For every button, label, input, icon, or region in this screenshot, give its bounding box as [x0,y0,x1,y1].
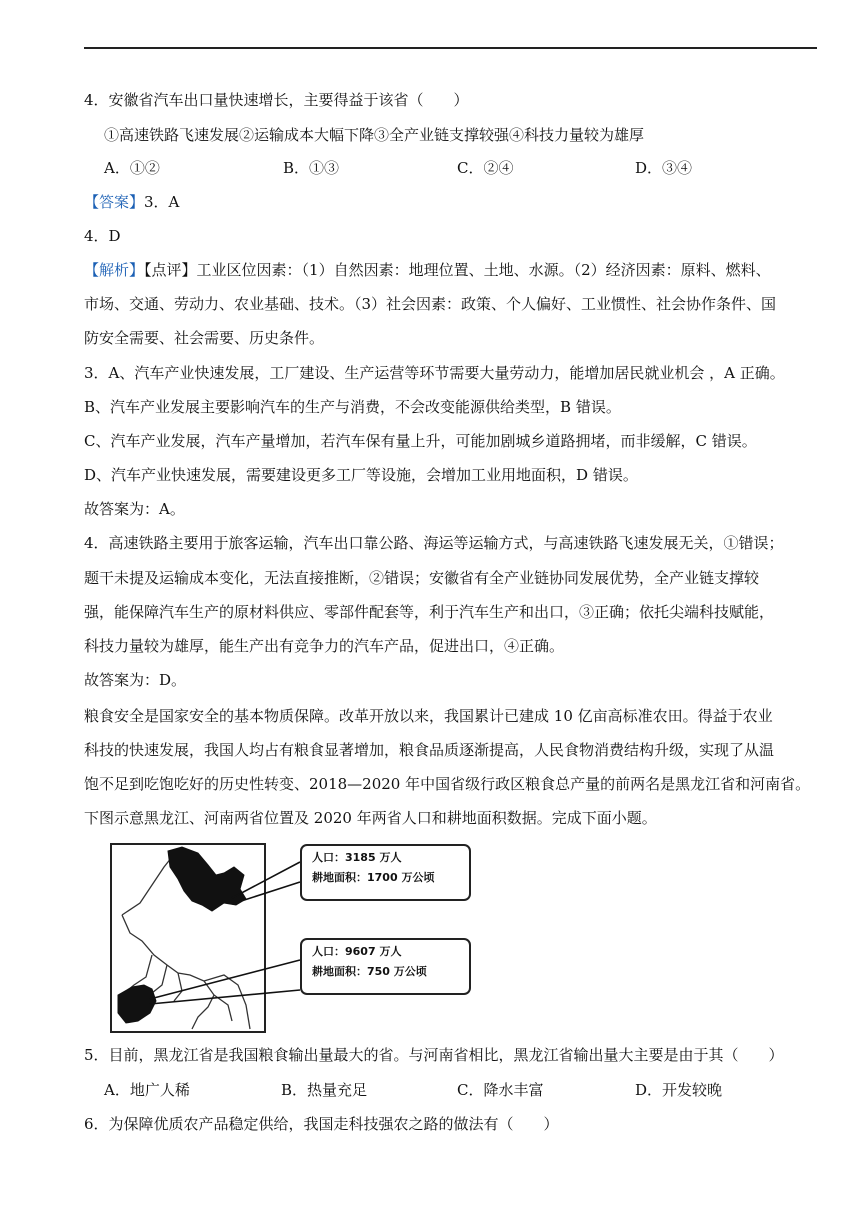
analysis-text: 防安全需要、社会需要、历史条件。 [84,329,325,347]
q4-stem: 4．安徽省汽车出口量快速增长，主要得益于该省（ ） [84,91,469,109]
answer-3: 3．A [144,193,180,211]
heilongjiang-population: 人口：3185 万人 [312,851,402,864]
q5-option-d: D．开发较晚 [635,1081,723,1099]
passage-text: 科技的快速发展，我国人均占有粮食显著增加，粮食品质逐渐提高，人民食物消费结构升级，实现了从温 [84,741,775,759]
analysis-text: 故答案为：D。 [84,671,187,689]
q4-option-c: C．②④ [457,159,514,177]
q5-stem: 5．目前，黑龙江省是我国粮食输出量最大的省。与河南省相比，黑龙江省输出量大主要是由于其（ ） [84,1046,784,1064]
passage-text: 下图示意黑龙江、河南两省位置及 2020 年两省人口和耕地面积数据。完成下面小题。 [84,809,657,827]
heilongjiang-leader [232,862,300,904]
analysis-text: C、汽车产业发展，汽车产量增加，若汽车保有量上升，可能加剧城乡道路拥堵，而非缓解，C 错误。 [84,432,757,450]
passage-text: 粮食安全是国家安全的基本物质保障。改革开放以来，我国累计已建成 10 亿亩高标准农田。得益于农业 [84,707,773,725]
q5-option-a: A．地广人稀 [104,1081,190,1099]
review-tag: 【点评】 [144,261,197,279]
answer-4: 4．D [84,227,121,245]
analysis-tag: 【解析】 [84,261,145,279]
analysis-text: 市场、交通、劳动力、农业基础、技术。（3）社会因素：政策、个人偏好、工业惯性、社会协作条件、国 [84,295,777,313]
analysis-text: 强，能保障汽车生产的原材料供应、零部件配套等，利于汽车生产和出口，③正确；依托尖端科技赋能， [84,603,775,621]
analysis-text: 工业区位因素：（1）自然因素：地理位置、土地、水源。（2）经济因素：原料、燃料、 [196,261,771,279]
passage-text: 饱不足到吃饱吃好的历史性转变、2018—2020 年中国省级行政区粮食总产量的前两名是黑龙江省和河南省。 [84,775,811,793]
analysis-text: 3．A、汽车产业快速发展，工厂建设、生产运营等环节需要大量劳动力，能增加居民就业机会 ，A 正确。 [84,364,785,382]
q5-option-b: B．热量充足 [281,1081,368,1099]
q5-option-c: C．降水丰富 [457,1081,544,1099]
henan-farmland: 耕地面积：750 万公顷 [312,965,427,978]
heilongjiang-farmland: 耕地面积：1700 万公顷 [312,871,435,884]
answer-tag: 【答案】 [84,193,145,211]
q6-stem: 6．为保障优质农产品稳定供给，我国走科技强农之路的做法有（ ） [84,1115,559,1133]
q4-option-d: D．③④ [635,159,693,177]
analysis-text: 4．高速铁路主要用于旅客运输，汽车出口靠公路、海运等运输方式，与高速铁路飞速发展无关，①错误； [84,534,784,552]
henan-callout [300,938,471,995]
q4-option-b: B．①③ [283,159,340,177]
henan-leader [150,960,300,1004]
henan-population: 人口：9607 万人 [312,945,402,958]
q4-statements: ①高速铁路飞速发展②运输成本大幅下降③全产业链支撑较强④科技力量较为雄厚 [104,126,645,144]
analysis-text: 题干未提及运输成本变化，无法直接推断，②错误；安徽省有全产业链协同发展优势，全产业链支撑较 [84,569,760,587]
analysis-text: D、汽车产业快速发展，需要建设更多工厂等设施，会增加工业用地面积，D 错误。 [84,466,638,484]
analysis-text: B、汽车产业发展主要影响汽车的生产与消费，不会改变能源供给类型，B 错误。 [84,398,621,416]
analysis-text: 科技力量较为雄厚，能生产出有竞争力的汽车产品，促进出口，④正确。 [84,637,565,655]
analysis-text: 故答案为：A。 [84,500,185,518]
heilongjiang-callout [300,844,471,901]
q4-option-a: A．①② [104,159,160,177]
